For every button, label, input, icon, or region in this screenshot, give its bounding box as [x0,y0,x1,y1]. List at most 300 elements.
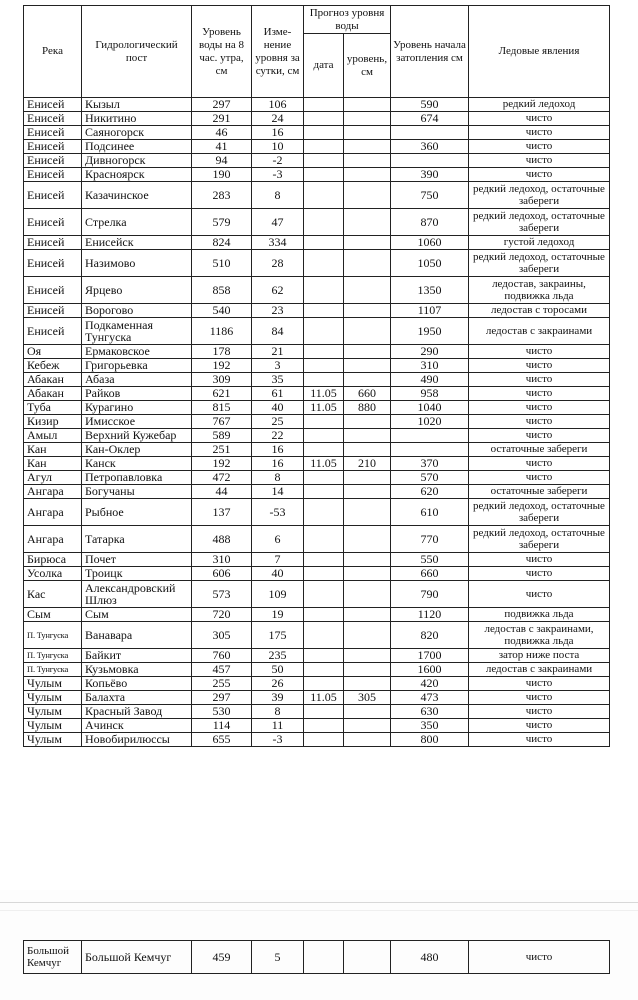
cell-post: Почет [82,553,192,567]
cell-post: Большой Кемчуг [82,941,192,974]
table-row [24,387,610,401]
cell-forecast-date [304,345,344,359]
table-row [24,236,610,250]
cell-forecast-date [304,250,344,277]
cell-flood-level: 610 [391,499,469,526]
table-row [24,112,610,126]
cell-ice: редкий ледоход, остаточные забереги [469,209,610,236]
cell-post: Никитино [82,112,192,126]
cell-post: Канск [82,457,192,471]
cell-river: Енисей [24,168,82,182]
cell-forecast-date [304,485,344,499]
cell-river: Енисей [24,209,82,236]
cell-post: Ярцево [82,277,192,304]
table-row [24,168,610,182]
cell-ice: чисто [469,553,610,567]
header-post: Гидрологический пост [82,6,192,98]
cell-forecast-level [344,429,391,443]
header-forecast-date: дата [304,34,344,98]
cell-ice: чисто [469,112,610,126]
cell-forecast-date [304,209,344,236]
cell-level: 579 [192,209,252,236]
cell-forecast-date [304,553,344,567]
cell-change: 8 [252,471,304,485]
cell-post: Кызыл [82,98,192,112]
cell-forecast-date [304,581,344,608]
cell-ice: остаточные забереги [469,485,610,499]
cell-flood-level: 1020 [391,415,469,429]
cell-level: 297 [192,691,252,705]
cell-river: Кебеж [24,359,82,373]
cell-forecast-date [304,649,344,663]
cell-level: 283 [192,182,252,209]
cell-forecast-level [344,649,391,663]
cell-ice: редкий ледоход [469,98,610,112]
cell-forecast-level [344,941,391,974]
cell-forecast-level [344,373,391,387]
cell-forecast-date [304,126,344,140]
cell-flood-level [391,443,469,457]
table-row [24,98,610,112]
cell-river: Кан [24,457,82,471]
cell-level: 114 [192,719,252,733]
cell-ice: чисто [469,705,610,719]
cell-river: Чулым [24,733,82,747]
cell-forecast-level [344,471,391,485]
cell-post: Кузьмовка [82,663,192,677]
cell-ice: чисто [469,415,610,429]
cell-change: -2 [252,154,304,168]
cell-flood-level: 630 [391,705,469,719]
cell-level: 192 [192,457,252,471]
cell-level: 192 [192,359,252,373]
cell-river: Енисей [24,140,82,154]
cell-river: Оя [24,345,82,359]
cell-change: 26 [252,677,304,691]
cell-river: Енисей [24,250,82,277]
cell-ice: чисто [469,581,610,608]
cell-change: 106 [252,98,304,112]
cell-ice: ледостав с закраинами [469,663,610,677]
cell-forecast-level [344,567,391,581]
cell-level: 305 [192,622,252,649]
cell-post: Ачинск [82,719,192,733]
cell-river: Енисей [24,182,82,209]
table-row [24,126,610,140]
cell-post: Райков [82,387,192,401]
cell-flood-level: 1060 [391,236,469,250]
table-row [24,663,610,677]
cell-change: 235 [252,649,304,663]
cell-forecast-date [304,168,344,182]
cell-change: 35 [252,373,304,387]
cell-ice: чисто [469,345,610,359]
cell-ice: остаточные забереги [469,443,610,457]
cell-level: 621 [192,387,252,401]
cell-flood-level: 958 [391,387,469,401]
cell-flood-level: 750 [391,182,469,209]
cell-forecast-level [344,359,391,373]
cell-change: 19 [252,608,304,622]
cell-forecast-level [344,126,391,140]
cell-forecast-level [344,415,391,429]
cell-level: 310 [192,553,252,567]
cell-level: 760 [192,649,252,663]
cell-ice: чисто [469,168,610,182]
cell-change: 84 [252,318,304,345]
cell-change: 8 [252,705,304,719]
cell-flood-level: 1600 [391,663,469,677]
cell-forecast-level [344,553,391,567]
cell-change: 175 [252,622,304,649]
cell-change: 40 [252,401,304,415]
cell-ice: ледостав с закраинами [469,318,610,345]
cell-forecast-date [304,236,344,250]
cell-level: 251 [192,443,252,457]
cell-change: -3 [252,168,304,182]
cell-flood-level: 490 [391,373,469,387]
cell-post: Балахта [82,691,192,705]
cell-ice: затор ниже поста [469,649,610,663]
cell-post: Назимово [82,250,192,277]
cell-forecast-date [304,705,344,719]
table-row [24,622,610,649]
cell-level: 457 [192,663,252,677]
cell-forecast-level [344,182,391,209]
cell-river: Енисей [24,236,82,250]
cell-post: Ворогово [82,304,192,318]
cell-post: Подсинее [82,140,192,154]
cell-post: Абаза [82,373,192,387]
page-break-line-2 [0,910,638,911]
cell-ice: чисто [469,457,610,471]
cell-forecast-date: 11.05 [304,691,344,705]
cell-forecast-level [344,622,391,649]
table-row [24,209,610,236]
cell-forecast-date [304,663,344,677]
hydro-table [23,5,610,747]
table-row [24,485,610,499]
cell-post: Ванавара [82,622,192,649]
cell-forecast-level [344,168,391,182]
cell-river: П. Тунгуска [24,649,82,663]
cell-post: Новобирилюссы [82,733,192,747]
table-row [24,526,610,553]
table-row [24,345,610,359]
cell-ice: редкий ледоход, остаточные забереги [469,182,610,209]
cell-post: Курагино [82,401,192,415]
cell-ice: чисто [469,401,610,415]
cell-level: 606 [192,567,252,581]
cell-forecast-level [344,140,391,154]
cell-post: Богучаны [82,485,192,499]
cell-forecast-date: 11.05 [304,401,344,415]
cell-flood-level [391,429,469,443]
cell-river: Енисей [24,98,82,112]
cell-flood-level: 570 [391,471,469,485]
cell-forecast-level [344,443,391,457]
cell-forecast-date [304,277,344,304]
cell-forecast-date [304,98,344,112]
cell-change: 40 [252,567,304,581]
header-change: Изме-нение уровня за сутки, см [252,6,304,98]
cell-forecast-date [304,471,344,485]
cell-change: 25 [252,415,304,429]
cell-post: Казачинское [82,182,192,209]
cell-change: 22 [252,429,304,443]
header-ice: Ледовые явления [469,6,610,98]
cell-forecast-level: 305 [344,691,391,705]
cell-flood-level [391,154,469,168]
cell-river: Енисей [24,304,82,318]
cell-flood-level: 620 [391,485,469,499]
cell-forecast-level [344,154,391,168]
cell-forecast-date [304,526,344,553]
cell-level: 824 [192,236,252,250]
cell-ice: чисто [469,126,610,140]
header-river: Река [24,6,82,98]
cell-forecast-level [344,499,391,526]
cell-change: 16 [252,126,304,140]
cell-forecast-level [344,485,391,499]
cell-flood-level: 1700 [391,649,469,663]
cell-flood-level: 1050 [391,250,469,277]
cell-post: Подкаменная Тунгуска [82,318,192,345]
cell-forecast-level [344,236,391,250]
cell-change: 3 [252,359,304,373]
cell-ice: чисто [469,471,610,485]
cell-river: Абакан [24,387,82,401]
cell-forecast-level [344,112,391,126]
cell-forecast-level [344,581,391,608]
cell-level: 655 [192,733,252,747]
cell-flood-level: 473 [391,691,469,705]
cell-level: 815 [192,401,252,415]
cell-forecast-level [344,277,391,304]
table-row [24,649,610,663]
cell-level: 297 [192,98,252,112]
cell-ice: ледостав, закраины, подвижка льда [469,277,610,304]
cell-change: 11 [252,719,304,733]
cell-forecast-date [304,608,344,622]
table-row [24,677,610,691]
cell-level: 94 [192,154,252,168]
table-row [24,154,610,168]
cell-post: Ермаковское [82,345,192,359]
cell-forecast-date [304,182,344,209]
cell-level: 137 [192,499,252,526]
cell-river: Амыл [24,429,82,443]
cell-forecast-date [304,318,344,345]
cell-level: 472 [192,471,252,485]
cell-level: 573 [192,581,252,608]
table-row [24,443,610,457]
cell-forecast-date [304,567,344,581]
cell-flood-level: 370 [391,457,469,471]
cell-flood-level: 790 [391,581,469,608]
cell-forecast-date [304,443,344,457]
cell-forecast-level [344,705,391,719]
cell-change: 24 [252,112,304,126]
table-row [24,553,610,567]
cell-change: 39 [252,691,304,705]
cell-forecast-level: 210 [344,457,391,471]
cell-post: Григорьевка [82,359,192,373]
header-flood-level: Уровень начала затопления см [391,6,469,98]
cell-change: 14 [252,485,304,499]
cell-ice: чисто [469,719,610,733]
cell-post: Кан-Оклер [82,443,192,457]
table-row [24,250,610,277]
cell-flood-level: 550 [391,553,469,567]
cell-river: Енисей [24,112,82,126]
cell-post: Дивногорск [82,154,192,168]
cell-post: Татарка [82,526,192,553]
cell-post: Имисское [82,415,192,429]
cell-river: Ангара [24,526,82,553]
cell-level: 190 [192,168,252,182]
table-row [24,318,610,345]
cell-ice: чисто [469,140,610,154]
cell-ice: чисто [469,373,610,387]
cell-level: 767 [192,415,252,429]
cell-forecast-date [304,112,344,126]
cell-forecast-level [344,733,391,747]
cell-forecast-level [344,345,391,359]
cell-post: Енисейск [82,236,192,250]
cell-post: Верхний Кужебар [82,429,192,443]
cell-forecast-date: 11.05 [304,387,344,401]
table-row [24,733,610,747]
cell-post: Петропавловка [82,471,192,485]
cell-flood-level: 770 [391,526,469,553]
cell-forecast-level [344,526,391,553]
table-row [24,581,610,608]
cell-forecast-level [344,663,391,677]
cell-change: 8 [252,182,304,209]
cell-river: Енисей [24,154,82,168]
cell-forecast-date [304,499,344,526]
cell-change: 5 [252,941,304,974]
cell-flood-level: 820 [391,622,469,649]
cell-level: 488 [192,526,252,553]
cell-forecast-level [344,719,391,733]
table-row [24,457,610,471]
cell-post: Троицк [82,567,192,581]
cell-river: Чулым [24,691,82,705]
cell-forecast-date [304,622,344,649]
cell-river: Абакан [24,373,82,387]
cell-river: Кан [24,443,82,457]
cell-flood-level: 1350 [391,277,469,304]
cell-ice: чисто [469,691,610,705]
cell-forecast-level [344,677,391,691]
table-row [24,429,610,443]
cell-forecast-level [344,608,391,622]
cell-change: 23 [252,304,304,318]
header-level: Уровень воды на 8 час. утра, см [192,6,252,98]
table-row [24,567,610,581]
table-row [24,691,610,705]
header-forecast: Прогноз уровня воды [304,6,391,34]
cell-forecast-date [304,415,344,429]
cell-post: Сым [82,608,192,622]
cell-post: Рыбное [82,499,192,526]
cell-change: 109 [252,581,304,608]
table-row [24,705,610,719]
cell-river: Чулым [24,705,82,719]
hydro-table-continued [23,940,610,974]
cell-river: Енисей [24,318,82,345]
cell-post: Саяногорск [82,126,192,140]
cell-forecast-date: 11.05 [304,457,344,471]
cell-flood-level: 360 [391,140,469,154]
cell-change: 6 [252,526,304,553]
cell-change: 28 [252,250,304,277]
table-row [24,471,610,485]
cell-ice: чисто [469,154,610,168]
cell-ice: редкий ледоход, остаточные забереги [469,499,610,526]
cell-level: 309 [192,373,252,387]
cell-forecast-date [304,733,344,747]
cell-ice: чисто [469,359,610,373]
cell-ice: чисто [469,941,610,974]
cell-forecast-date [304,719,344,733]
cell-ice: ледостав с закраинами, подвижка льда [469,622,610,649]
cell-level: 459 [192,941,252,974]
cell-river: Ангара [24,485,82,499]
cell-forecast-date [304,140,344,154]
table-row [24,373,610,387]
cell-river: Туба [24,401,82,415]
cell-level: 255 [192,677,252,691]
cell-river: Енисей [24,126,82,140]
table-row [24,359,610,373]
cell-post: Байкит [82,649,192,663]
cell-forecast-date [304,429,344,443]
cell-level: 720 [192,608,252,622]
cell-forecast-level: 880 [344,401,391,415]
table-row [24,941,610,974]
cell-forecast-level [344,304,391,318]
page-break-line [0,902,638,903]
cell-river: Бирюса [24,553,82,567]
cell-change: 7 [252,553,304,567]
cell-forecast-date [304,941,344,974]
cell-flood-level [391,126,469,140]
cell-level: 178 [192,345,252,359]
cell-flood-level: 1107 [391,304,469,318]
cell-forecast-level [344,318,391,345]
cell-forecast-level [344,250,391,277]
table-row [24,140,610,154]
cell-level: 41 [192,140,252,154]
cell-river: Усолка [24,567,82,581]
cell-change: 21 [252,345,304,359]
cell-forecast-date [304,677,344,691]
cell-forecast-date [304,154,344,168]
cell-flood-level: 870 [391,209,469,236]
cell-forecast-level: 660 [344,387,391,401]
cell-river: Ангара [24,499,82,526]
cell-change: 16 [252,457,304,471]
cell-flood-level: 1120 [391,608,469,622]
cell-flood-level: 1950 [391,318,469,345]
cell-flood-level: 390 [391,168,469,182]
cell-level: 589 [192,429,252,443]
cell-ice: ледостав с торосами [469,304,610,318]
cell-flood-level: 674 [391,112,469,126]
